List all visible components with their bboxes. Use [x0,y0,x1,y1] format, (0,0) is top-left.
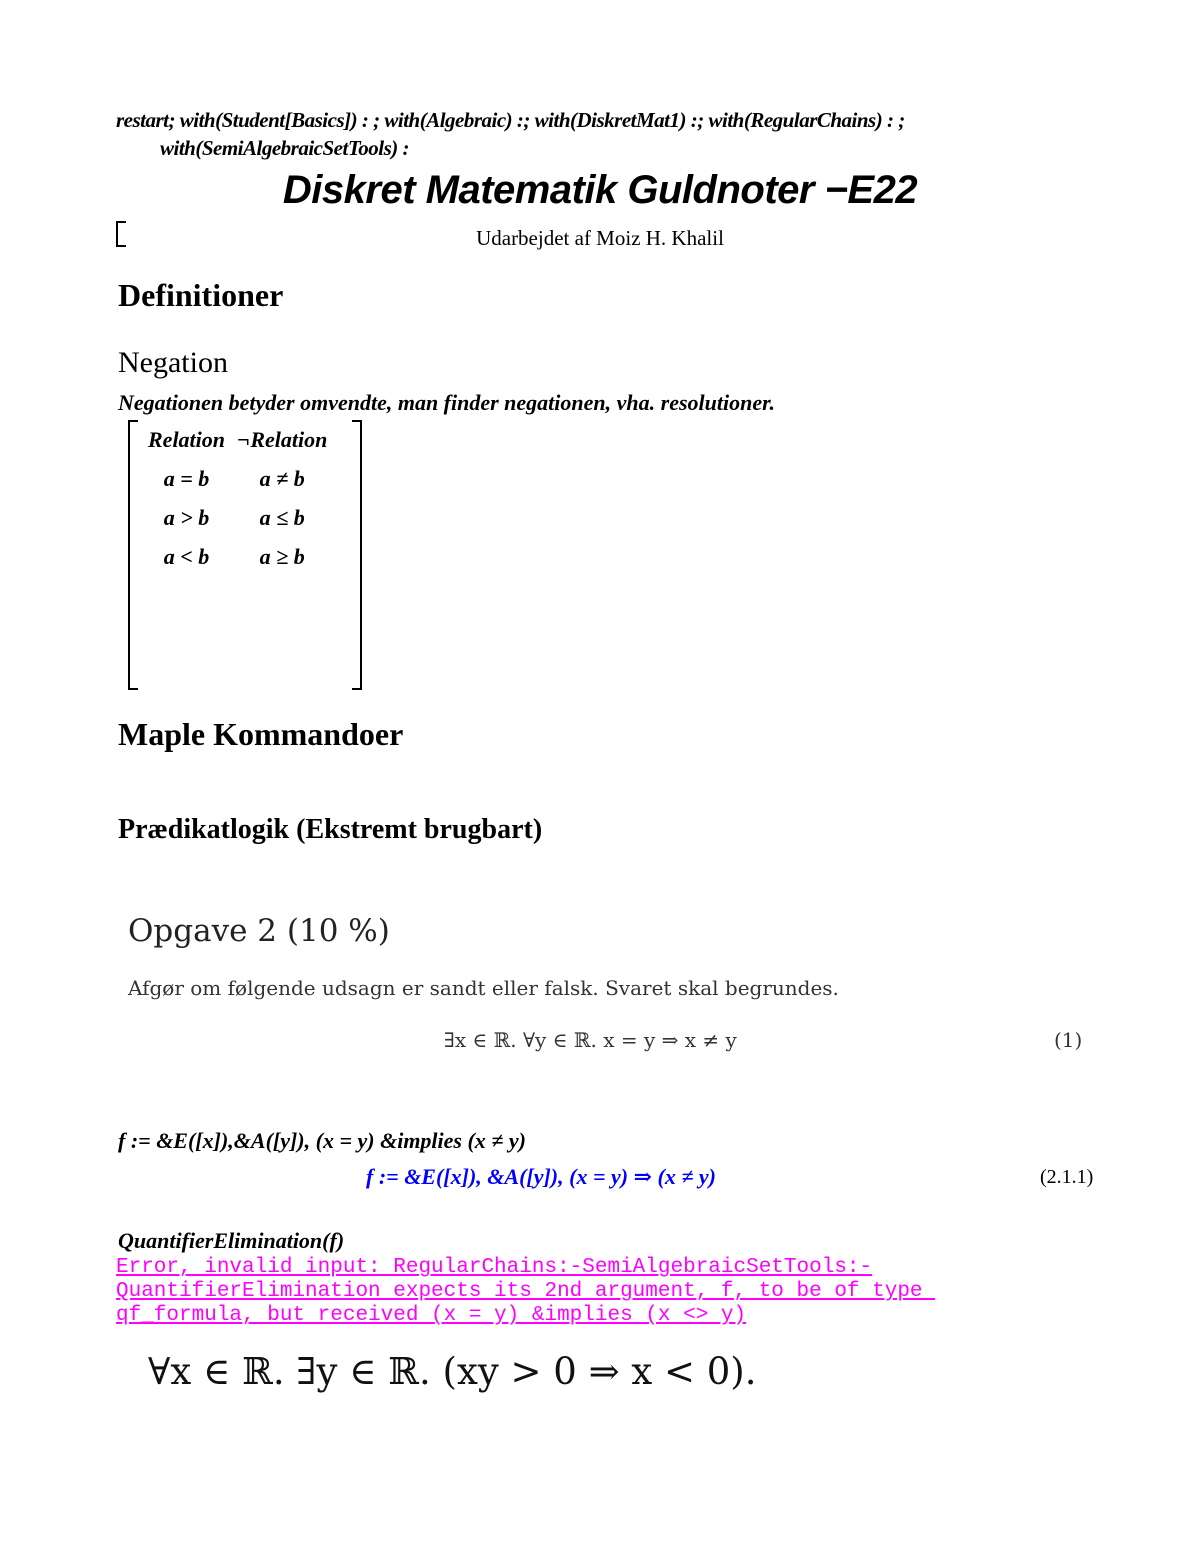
maple-input-f-definition[interactable]: f := &E([x]),&A([y]), (x = y) &implies (x ≠ y) [118,1128,526,1153]
table-cell: a = b [163,465,210,491]
header-not-relation: ¬Relation [237,426,328,452]
bottom-formula: ∀x ∈ ℝ. ∃y ∈ ℝ. (xy > 0 ⇒ x < 0). [148,1350,757,1393]
table-cell: a ≥ b [259,543,305,569]
document-subtitle: Udarbejdet af Moiz H. Khalil [476,226,724,250]
header-relation: Relation [148,426,226,452]
heading-praedikatlogik: Prædikatlogik (Ekstremt brugbart) [118,814,543,845]
equation-label: (2.1.1) [1040,1166,1094,1188]
error-message-line-1: Error, invalid input: RegularChains:-SemiAlgebraicSetTools:- [116,1256,873,1279]
opgave-formula-number: (1) [1054,1028,1083,1052]
heading-maple-kommandoer: Maple Kommandoer [118,716,404,752]
opgave-title: Opgave 2 (10 %) [128,913,390,949]
opgave-formula: ∃x ∈ ℝ. ∀y ∈ ℝ. x = y ⇒ x ≠ y [444,1028,737,1052]
negation-matrix [128,420,362,688]
heading-negation: Negation [118,346,228,379]
negation-table [142,420,333,576]
maple-command-line-2[interactable]: with(SemiAlgebraicSetTools) : [160,136,409,160]
matrix-left-bracket [128,420,138,690]
table-row [142,537,333,576]
table-row [142,498,333,537]
maple-input-quantifier-elimination[interactable]: QuantifierElimination(f) [118,1228,345,1253]
document-title: Diskret Matematik Guldnoter −E22 [282,168,918,212]
table-cell: a > b [163,504,210,530]
negation-description: Negationen betyder omvendte, man finder negationen, vha. resolutioner. [118,390,775,415]
table-cell: a ≠ b [259,465,305,491]
maple-output-f: f := &E([x]), &A([y]), (x = y) ⇒ (x ≠ y) [366,1164,717,1189]
opgave-text: Afgør om følgende udsagn er sandt eller falsk. Svaret skal begrundes. [128,976,839,1000]
table-cell: a < b [163,543,210,569]
error-message-line-3: qf_formula, but received (x = y) &implies (x <> y) [116,1304,747,1327]
table-header-row [142,420,333,459]
maple-command-line-1[interactable]: restart; with(Student[Basics]) : ; with(Algebraic) :; with(DiskretMat1) :; with(RegularChains) : ; [116,108,905,132]
error-message-line-2: QuantifierElimination expects its 2nd argument, f, to be of type [116,1280,936,1303]
heading-definitioner: Definitioner [118,277,284,313]
table-row [142,459,333,498]
matrix-right-bracket [352,420,362,690]
table-cell: a ≤ b [259,504,305,530]
